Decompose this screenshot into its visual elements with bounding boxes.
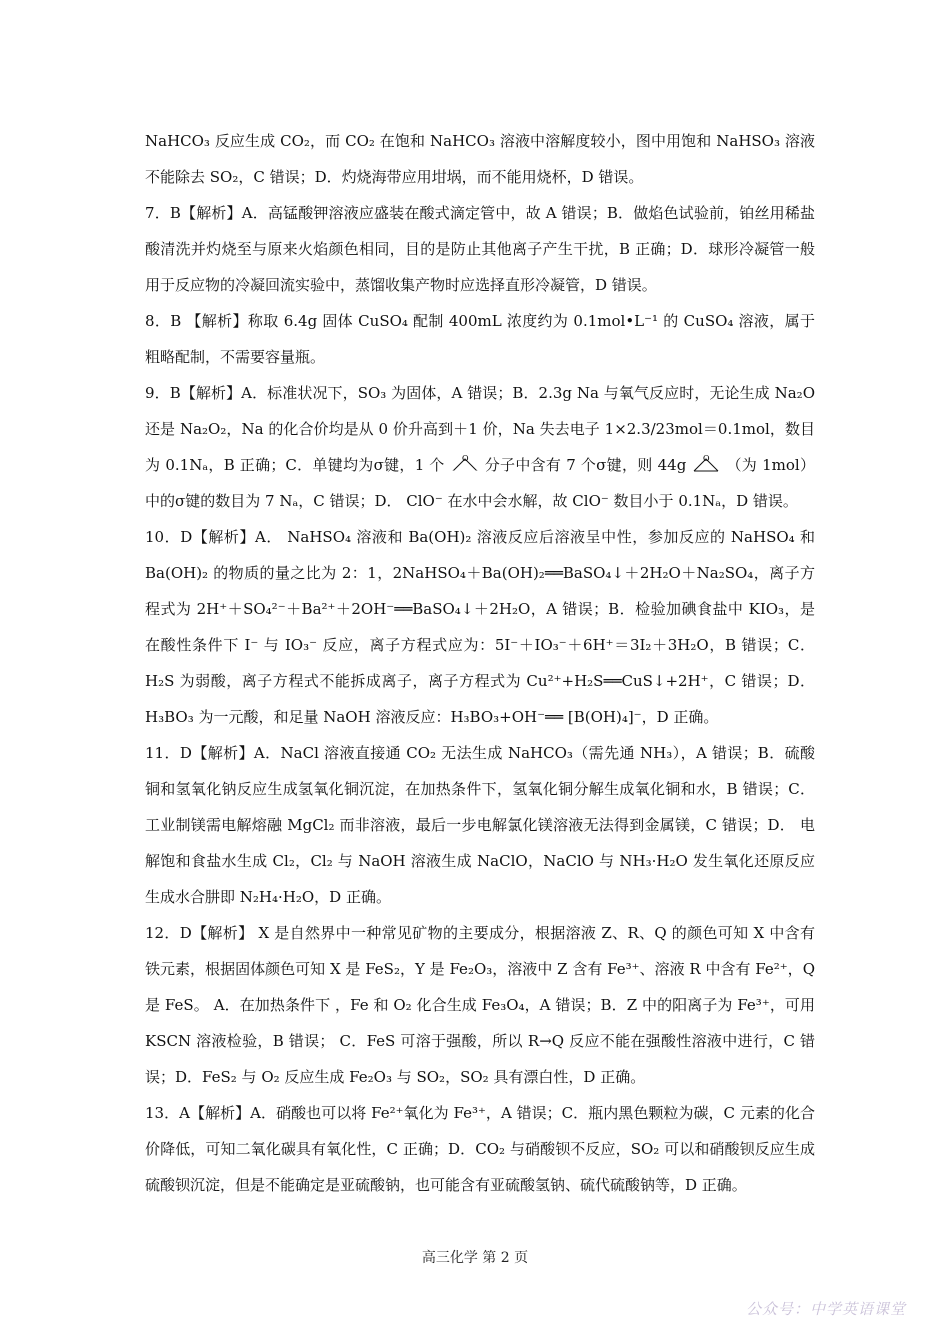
paragraph-text: （为 1mol）中的σ键的数目为 7 Nₐ，C 错误；D． ClO⁻ 在水中会水解，故 ClO⁻ 数目小于 0.1Nₐ，D 错误。 <box>145 456 815 510</box>
answer-7 <box>145 195 815 303</box>
paragraph-text: NaHCO₃ 反应生成 CO₂，而 CO₂ 在饱和 NaHCO₃ 溶液中溶解度较小，图中用饱和 NaHSO₃ 溶液不能除去 SO₂，C 错误；D．灼烧海带应用坩埚，而不能用烧杯，D 错误。 <box>145 132 815 186</box>
paragraph-text: 11．D【解析】A．NaCl 溶液直接通 CO₂ 无法生成 NaHCO₃（需先通 NH₃），A 错误；B．硫酸铜和氢氧化钠反应生成氢氧化铜沉淀，在加热条件下，氢氧化铜分解生成氧化铜和水，B 错误；C．工业制镁需电解熔融 MgCl₂ 而非溶液，最后一步电解氯化镁溶液无法得到金属镁，C 错误；D． 电解饱和食盐水生成 Cl₂，Cl₂ 与 NaOH 溶液生成 NaClO，NaClO 与 NH₃·H₂O 发生氧化还原反应生成水合肼即 N₂H₄·H₂O，D 正确。 <box>145 744 815 906</box>
ring-atom-label: O <box>703 454 710 463</box>
paragraph-text: 分子中含有 7 个σ键，则 44g <box>484 456 687 474</box>
paragraph-text: 13．A【解析】A．硝酸也可以将 Fe²⁺氧化为 Fe³⁺，A 错误；C．瓶内黑色颗粒为碳，C 元素的化合价降低，可知二氧化碳具有氧化性，C 正确；D．CO₂ 与硝酸钡不反应，SO₂ 可以和硝酸钡反应生成硫酸钡沉淀，但是不能确定是亚硫酸钠，也可能含有亚硫酸氢钠、硫代硫酸钠等，D 正确。 <box>145 1104 815 1194</box>
epoxide-structure-icon <box>691 453 721 473</box>
paragraph-text: 7．B【解析】A．高锰酸钾溶液应盛装在酸式滴定管中，故 A 错误；B．做焰色试验前，铂丝用稀盐酸清洗并灼烧至与原来火焰颜色相同，目的是防止其他离子产生干扰，B 正确；D．球形冷凝管一般用于反应物的冷凝回流实验中，蒸馏收集产物时应选择直形冷凝管，D 错误。 <box>145 204 815 294</box>
paragraph-text: 9．B【解析】A．标准状况下，SO₃ 为固体，A 错误；B．2.3g Na 与氧气反应时，无论生成 Na₂O 还是 Na₂O₂，Na 的化合价均是从 0 价升高到＋1 价，Na 失去电子 1×2.3/23mol＝0.1mol，数目为 0.1Nₐ，B 正确；C．单键均为σ键，1 个 <box>145 384 815 474</box>
answer-8 <box>145 303 815 375</box>
answer-12 <box>145 915 815 1095</box>
answer-13 <box>145 1095 815 1203</box>
answer-11 <box>145 735 815 915</box>
ring-atom-label: O <box>461 454 469 463</box>
paragraph-text: 10．D【解析】A． NaHSO₄ 溶液和 Ba(OH)₂ 溶液反应后溶液呈中性，参加反应的 NaHSO₄ 和 Ba(OH)₂ 的物质的量之比为 2：1，2NaHSO₄＋Ba(OH)₂══BaSO₄↓＋2H₂O＋Na₂SO₄，离子方程式为 2H⁺＋SO₄²⁻＋Ba²⁺＋2OH⁻══BaSO₄↓＋2H₂O，A 错误；B．检验加碘食盐中 KIO₃，是在酸性条件下 I⁻ 与 IO₃⁻ 反应，离子方程式应为：5I⁻＋IO₃⁻＋6H⁺＝3I₂＋3H₂O，B 错误；C．H₂S 为弱酸，离子方程式不能拆成离子，离子方程式为 Cu²⁺+H₂S══CuS↓+2H⁺，C 错误；D．H₃BO₃ 为一元酸，和足量 NaOH 溶液反应：H₃BO₃+OH⁻══ [B(OH)₄]⁻，D 正确。 <box>145 528 815 726</box>
paragraph-text: 8．B 【解析】称取 6.4g 固体 CuSO₄ 配制 400mL 浓度约为 0.1mol•L⁻¹ 的 CuSO₄ 溶液，属于粗略配制，不需要容量瓶。 <box>145 312 815 366</box>
epoxide-structure-icon <box>450 453 480 473</box>
page-footer: 高三化学 第 2 页 <box>421 1250 529 1266</box>
paragraph-continuation <box>145 123 815 195</box>
answer-9 <box>145 375 815 519</box>
watermark: 公众号：中学英语课堂 <box>745 1300 906 1318</box>
paragraph-text: 12．D【解析】 X 是自然界中一种常见矿物的主要成分，根据溶液 Z、R、Q 的颜色可知 X 中含有铁元素，根据固体颜色可知 X 是 FeS₂，Y 是 Fe₂O₃，溶液中 Z 含有 Fe³⁺、溶液 R 中含有 Fe²⁺，Q 是 FeS。 A．在加热条件下 ，Fe 和 O₂ 化合生成 Fe₃O₄，A 错误；B．Z 中的阳离子为 Fe³⁺，可用 KSCN 溶液检验，B 错误； C．FeS 可溶于强酸，所以 R→Q 反应不能在强酸性溶液中进行，C 错误；D．FeS₂ 与 O₂ 反应生成 Fe₂O₃ 与 SO₂，SO₂ 具有漂白性，D 正确。 <box>145 924 815 1086</box>
answer-body <box>145 123 815 1203</box>
answer-10 <box>145 519 815 735</box>
